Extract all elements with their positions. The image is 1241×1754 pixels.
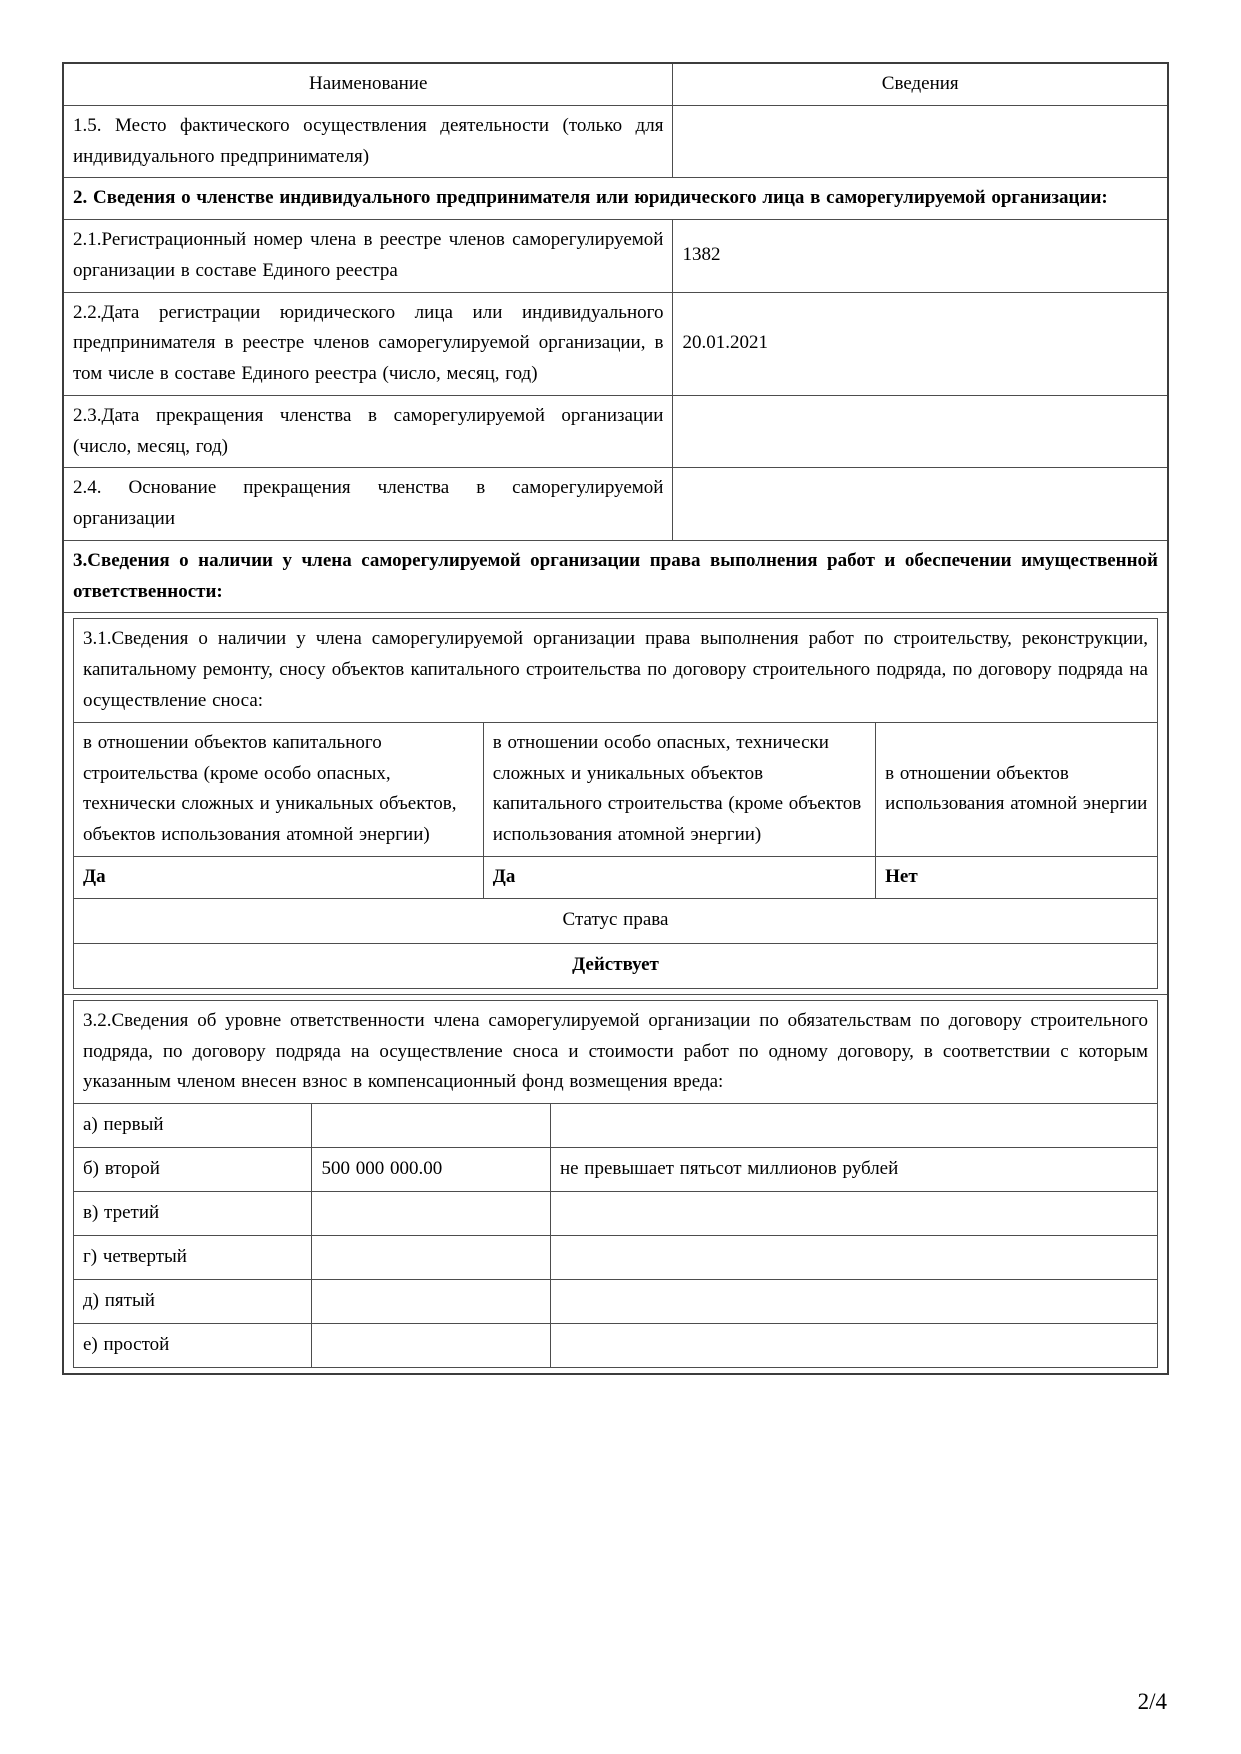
level-label-cell: б) второй [74, 1148, 312, 1192]
container-row-3-1 [63, 613, 1168, 994]
table-row [63, 105, 1168, 178]
level-row [74, 1104, 1158, 1148]
table-row [63, 292, 1168, 395]
row-2-2-label: 2.2.Дата регистрации юридического лица или индивидуального предпринимателя в реестре членов саморегулируемой организации, в том числе в составе Единого реестра (число, месяц, год) [63, 292, 673, 395]
level-amount-cell [312, 1280, 550, 1324]
column-header-name: Наименование [63, 63, 673, 105]
right-scope-col3-header: в отношении объектов использования атомной энергии [876, 722, 1158, 856]
row-2-4-value [673, 468, 1168, 541]
level-description-cell [550, 1236, 1157, 1280]
level-amount-cell [312, 1324, 550, 1368]
container-cell-3-1 [63, 613, 1168, 994]
registry-table [62, 62, 1169, 1375]
level-description-cell [550, 1280, 1157, 1324]
row-2-4-label: 2.4. Основание прекращения членства в саморегулируемой организации [63, 468, 673, 541]
right-scope-col1-header: в отношении объектов капитального строительства (кроме особо опасных, технически сложных и уникальных объектов, объектов использования атомной энергии) [74, 722, 484, 856]
table-3-2 [73, 1000, 1158, 1368]
level-description-cell [550, 1192, 1157, 1236]
block-3-2-title: 3.2.Сведения об уровне ответственности члена саморегулируемой организации по обязательствам по договору строительного подряда, по договору подряда на осуществление сноса и стоимости работ по одному договору, в соответствии с которым указанным членом внесен взнос в компенсационный фонд возмещения вреда: [74, 1000, 1158, 1103]
level-row [74, 1324, 1158, 1368]
level-amount-cell [312, 1104, 550, 1148]
level-label-cell: д) пятый [74, 1280, 312, 1324]
level-amount-cell [312, 1192, 550, 1236]
level-label-cell: а) первый [74, 1104, 312, 1148]
status-value-cell: Действует [74, 943, 1158, 988]
section-2-header-row [63, 178, 1168, 220]
page-number: 2/4 [1137, 1689, 1167, 1714]
level-description-cell [550, 1104, 1157, 1148]
level-amount-cell [312, 1236, 550, 1280]
level-label-cell: в) третий [74, 1192, 312, 1236]
column-header-info: Сведения [673, 63, 1168, 105]
status-value-row [74, 943, 1158, 988]
section-3-header-row [63, 540, 1168, 613]
level-row [74, 1148, 1158, 1192]
level-row [74, 1280, 1158, 1324]
section-3-title: 3.Сведения о наличии у члена саморегулируемой организации права выполнения работ и обеспечении имущественной ответственности: [63, 540, 1168, 613]
right-scope-col3-value: Нет [876, 856, 1158, 898]
row-2-2-value: 20.01.2021 [673, 292, 1168, 395]
table-3-1 [73, 618, 1158, 988]
table-row [74, 619, 1158, 722]
row-2-3-value [673, 395, 1168, 468]
status-label-cell: Статус права [74, 898, 1158, 943]
container-cell-3-2 [63, 994, 1168, 1374]
level-row [74, 1236, 1158, 1280]
row-2-1-label: 2.1.Регистрационный номер члена в реестре членов саморегулируемой организации в составе Единого реестра [63, 220, 673, 293]
table-header-row [63, 63, 1168, 105]
level-label-cell: е) простой [74, 1324, 312, 1368]
block-3-1-title: 3.1.Сведения о наличии у члена саморегулируемой организации права выполнения работ по строительству, реконструкции, капитальному ремонту, сносу объектов капитального строительства по договору строительного подряда, по договору подряда на осуществление сноса: [74, 619, 1158, 722]
row-2-1-value: 1382 [673, 220, 1168, 293]
level-row [74, 1192, 1158, 1236]
section-2-title: 2. Сведения о членстве индивидуального предпринимателя или юридического лица в саморегулируемой организации: [63, 178, 1168, 220]
table-row [63, 395, 1168, 468]
row-2-3-label: 2.3.Дата прекращения членства в саморегулируемой организации (число, месяц, год) [63, 395, 673, 468]
table-row [74, 1000, 1158, 1103]
row-1-5-label: 1.5. Место фактического осуществления деятельности (только для индивидуального предпринимателя) [63, 105, 673, 178]
right-scope-col1-value: Да [74, 856, 484, 898]
status-label-row [74, 898, 1158, 943]
table-row [63, 468, 1168, 541]
row-1-5-value [673, 105, 1168, 178]
right-scope-value-row [74, 856, 1158, 898]
table-row [63, 220, 1168, 293]
level-description-cell [550, 1324, 1157, 1368]
level-label-cell: г) четвертый [74, 1236, 312, 1280]
container-row-3-2 [63, 994, 1168, 1374]
right-scope-header-row [74, 722, 1158, 856]
level-amount-cell: 500 000 000.00 [312, 1148, 550, 1192]
level-description-cell: не превышает пятьсот миллионов рублей [550, 1148, 1157, 1192]
right-scope-col2-value: Да [483, 856, 875, 898]
right-scope-col2-header: в отношении особо опасных, технически сложных и уникальных объектов капитального строительства (кроме объектов использования атомной энергии) [483, 722, 875, 856]
